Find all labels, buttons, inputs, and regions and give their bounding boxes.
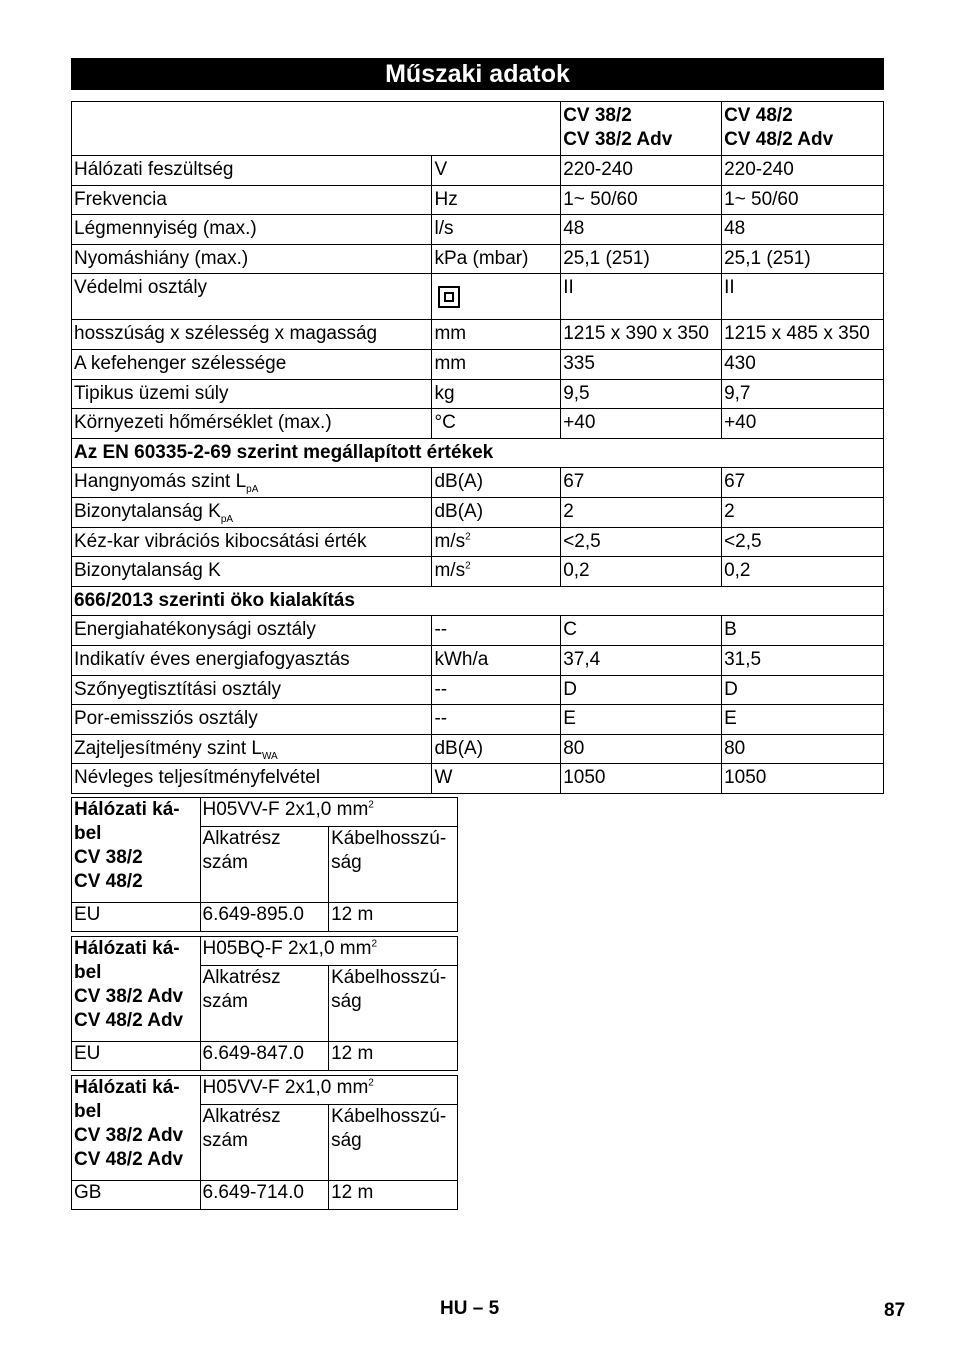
cell-text: mm (434, 323, 467, 345)
cell-text: CV 48/2 (724, 105, 793, 126)
row-label (72, 557, 432, 587)
cell-text: 80 (563, 737, 585, 759)
cell-text: ság (331, 1130, 362, 1151)
value-model1 (561, 320, 722, 350)
unit-cell (432, 497, 561, 527)
table-row (72, 320, 884, 350)
row-label (72, 645, 432, 675)
subscript: WA (261, 750, 278, 762)
cell-text: CV 48/2 Adv (74, 1149, 184, 1170)
unit-cell (432, 557, 561, 587)
value-model2 (722, 244, 884, 274)
value-model2 (722, 734, 884, 764)
value-model2 (722, 497, 884, 527)
cell-text: Indikatív éves energiafogyasztás (74, 648, 350, 670)
row-label (72, 468, 432, 498)
unit-cell (432, 244, 561, 274)
cell-text: +40 (563, 412, 596, 434)
row-label (72, 409, 432, 439)
table-row (72, 937, 458, 966)
cell-text: B (724, 619, 737, 641)
cell-text: V (434, 159, 448, 180)
unit-cell (432, 215, 561, 245)
cable-length (329, 1181, 458, 1210)
region (72, 1181, 201, 1210)
unit-cell (432, 185, 561, 215)
unit-cell (432, 705, 561, 735)
table-row (72, 497, 884, 527)
part-number-header (200, 966, 329, 1042)
cell-text: Energiahatékonysági osztály (74, 619, 316, 641)
table-row (72, 244, 884, 274)
cell-text: H05VV-F 2x1,0 mm (202, 799, 369, 820)
cable-label (72, 1076, 201, 1181)
cell-text: bel (74, 962, 102, 983)
cell-text: E (563, 708, 576, 730)
part-number (200, 1042, 329, 1071)
row-label (72, 156, 432, 186)
model1-header (561, 102, 722, 156)
cell-text: Bizonytalanság K (74, 560, 221, 582)
value-model1 (561, 215, 722, 245)
cell-text: CV 48/2 Adv (724, 129, 834, 150)
cell-text: CV 38/2 (74, 847, 143, 868)
cell-text: Hálózati feszültség (74, 159, 234, 180)
part-number (200, 1181, 329, 1210)
unit-cell (432, 734, 561, 764)
cell-text: 12 m (331, 1043, 374, 1064)
cell-text: Védelmi osztály (74, 277, 208, 299)
cell-text: CV 38/2 Adv (74, 986, 184, 1007)
value-model1 (561, 675, 722, 705)
cell-text: II (724, 277, 735, 299)
page-number: 87 (884, 1300, 906, 1321)
row-label (72, 734, 432, 764)
value-model2 (722, 156, 884, 186)
value-model1 (561, 274, 722, 320)
row-label (72, 185, 432, 215)
model-header-row (72, 102, 884, 156)
cell-text: CV 38/2 Adv (563, 129, 673, 150)
row-label (72, 379, 432, 409)
table-row (72, 675, 884, 705)
cell-text: Szőnyegtisztítási osztály (74, 678, 281, 700)
row-label (72, 675, 432, 705)
cell-text: 48 (724, 218, 746, 240)
cell-text: dB(A) (434, 500, 484, 522)
cell-text: 1050 (563, 767, 606, 789)
cable-length (329, 1042, 458, 1071)
region (72, 1042, 201, 1071)
table-row (72, 1042, 458, 1071)
row-label (72, 764, 432, 794)
cell-text: 25,1 (251) (724, 247, 811, 269)
cell-text: 0,2 (724, 560, 751, 582)
part-number-header (200, 827, 329, 903)
unit-cell (432, 468, 561, 498)
footer-section: HU – 5 (440, 1298, 500, 1319)
unit-cell (432, 764, 561, 794)
cell-text: 67 (563, 471, 585, 493)
cell-text: 12 m (331, 904, 374, 925)
cable-length (329, 903, 458, 932)
cell-text: -- (434, 678, 448, 700)
table-row (72, 185, 884, 215)
table-row (72, 616, 884, 646)
cell-text: kWh/a (434, 648, 489, 670)
cell-text: EU (74, 1043, 101, 1064)
unit-cell (432, 616, 561, 646)
cell-text: EU (74, 904, 101, 925)
superscript: 2 (465, 531, 471, 543)
cell-text: Légmennyiség (max.) (74, 218, 257, 240)
cell-text: 1~ 50/60 (724, 188, 799, 210)
section-row (72, 438, 884, 468)
cell-text: 37,4 (563, 648, 601, 670)
cable-type (200, 1076, 457, 1105)
cell-text: C (563, 619, 577, 641)
row-label (72, 705, 432, 735)
value-model2 (722, 764, 884, 794)
value-model2 (722, 409, 884, 439)
cell-text: CV 38/2 (563, 105, 632, 126)
cell-text: W (434, 767, 453, 789)
cell-text: kg (434, 382, 455, 404)
cell-text: Kábelhosszú- (331, 967, 447, 988)
value-model1 (561, 349, 722, 379)
table-row (72, 527, 884, 557)
cell-text: CV 38/2 Adv (74, 1125, 184, 1146)
cell-text: Hálózati ká- (74, 938, 180, 959)
subscript: pA (246, 484, 259, 496)
row-label (72, 215, 432, 245)
cell-text: Tipikus üzemi súly (74, 382, 229, 404)
section-heading (72, 438, 884, 468)
cell-text: 666/2013 szerinti öko kialakítás (74, 589, 355, 611)
spec-table (71, 101, 884, 794)
row-label (72, 349, 432, 379)
cell-text: 1050 (724, 767, 767, 789)
cell-text: Alkatrész (202, 967, 281, 988)
region (72, 903, 201, 932)
cell-text: 6.649-847.0 (202, 1043, 304, 1064)
value-model2 (722, 616, 884, 646)
cell-text: dB(A) (434, 737, 484, 759)
cable-table (71, 797, 458, 932)
value-model1 (561, 156, 722, 186)
cell-text: 220-240 (563, 159, 633, 180)
table-row (72, 215, 884, 245)
cable-length-header (329, 827, 458, 903)
value-model2 (722, 675, 884, 705)
cell-text: szám (202, 1130, 248, 1151)
cell-text: 12 m (331, 1182, 374, 1203)
value-model2 (722, 557, 884, 587)
superscript: 2 (465, 560, 471, 572)
cell-text: -- (434, 708, 448, 730)
unit-cell (432, 320, 561, 350)
value-model1 (561, 645, 722, 675)
value-model1 (561, 527, 722, 557)
cell-text: 67 (724, 471, 746, 493)
table-row (72, 798, 458, 827)
value-model1 (561, 468, 722, 498)
cell-text: 430 (724, 352, 756, 374)
cable-table (71, 936, 458, 1071)
cell-text: m/s (434, 560, 466, 582)
cell-text: Kábelhosszú- (331, 828, 447, 849)
cell-text: CV 48/2 Adv (74, 1010, 184, 1031)
cell-text: H05VV-F 2x1,0 mm (202, 1077, 369, 1098)
value-model1 (561, 616, 722, 646)
cell-text: hosszúság x szélesség x magasság (74, 323, 378, 345)
cell-text: bel (74, 1101, 102, 1122)
value-model2 (722, 349, 884, 379)
value-model1 (561, 409, 722, 439)
cell-text: Alkatrész (202, 1106, 281, 1127)
cell-text: 1~ 50/60 (563, 188, 638, 210)
cell-text: 80 (724, 737, 746, 759)
table-row (72, 705, 884, 735)
table-row (72, 349, 884, 379)
value-model1 (561, 705, 722, 735)
cell-text: Bizonytalanság K (74, 500, 221, 522)
subscript: pA (220, 513, 234, 525)
cell-text: +40 (724, 412, 757, 434)
table-row (72, 409, 884, 439)
value-model1 (561, 764, 722, 794)
cell-text: mm (434, 352, 467, 374)
unit-cell (432, 409, 561, 439)
cell-text: E (724, 708, 737, 730)
value-model2 (722, 527, 884, 557)
value-model1 (561, 244, 722, 274)
table-row (72, 734, 884, 764)
table-row (72, 156, 884, 186)
unit-cell (432, 156, 561, 186)
table-row (72, 645, 884, 675)
cell (72, 102, 561, 156)
table-row (72, 468, 884, 498)
value-model2 (722, 274, 884, 320)
cell-text: 9,7 (724, 382, 751, 404)
value-model2 (722, 215, 884, 245)
value-model2 (722, 379, 884, 409)
cell-text: Hálózati ká- (74, 799, 180, 820)
cell-text: <2,5 (563, 530, 601, 552)
cell-text: bel (74, 823, 102, 844)
value-model1 (561, 497, 722, 527)
cell-text: Alkatrész (202, 828, 281, 849)
table-row (72, 379, 884, 409)
row-label (72, 244, 432, 274)
cell-text: II (563, 277, 574, 299)
cell-text: 31,5 (724, 648, 762, 670)
superscript: 2 (368, 1077, 374, 1089)
cell-text: Hangnyomás szint L (74, 471, 247, 493)
value-model2 (722, 320, 884, 350)
cell-text: 1215 x 390 x 350 (563, 323, 709, 345)
cell-text: 220-240 (724, 159, 794, 180)
unit-cell (432, 527, 561, 557)
page-title: Műszaki adatok (71, 58, 884, 90)
unit-cell (432, 274, 561, 320)
model2-header (722, 102, 884, 156)
value-model1 (561, 185, 722, 215)
value-model2 (722, 705, 884, 735)
cell-text: <2,5 (724, 530, 762, 552)
section-row (72, 586, 884, 616)
cell-text: -- (434, 619, 448, 641)
unit-cell (432, 379, 561, 409)
section-heading (72, 586, 884, 616)
protection-class-ii-icon (438, 286, 460, 308)
cell-text: °C (434, 412, 456, 434)
cell-text: 9,5 (563, 382, 590, 404)
cable-label (72, 798, 201, 903)
value-model2 (722, 645, 884, 675)
superscript: 2 (368, 799, 374, 811)
cell-text: 6.649-895.0 (202, 904, 304, 925)
cell-text: ság (331, 991, 362, 1012)
cell-text: Környezeti hőmérséklet (max.) (74, 412, 332, 434)
part-number (200, 903, 329, 932)
cell-text: 6.649-714.0 (202, 1182, 304, 1203)
cell-text: 335 (563, 352, 595, 374)
unit-cell (432, 645, 561, 675)
cell-text: szám (202, 852, 248, 873)
row-label (72, 320, 432, 350)
row-label (72, 274, 432, 320)
value-model1 (561, 734, 722, 764)
cable-type (200, 937, 457, 966)
unit-cell (432, 349, 561, 379)
table-row (72, 274, 884, 320)
cell-text: Por-emissziós osztály (74, 708, 258, 730)
cell-text: Névleges teljesítményfelvétel (74, 767, 321, 789)
cell-text: dB(A) (434, 471, 484, 493)
cell-text: kPa (mbar) (434, 247, 529, 269)
cell-text: Nyomáshiány (max.) (74, 247, 249, 269)
table-row (72, 764, 884, 794)
row-label (72, 616, 432, 646)
cable-length-header (329, 966, 458, 1042)
cell-text: Az EN 60335-2-69 szerint megállapított értékek (74, 441, 494, 463)
cell-text: 48 (563, 218, 585, 240)
cell-text: A kefehenger szélessége (74, 352, 287, 374)
table-row (72, 1076, 458, 1105)
unit-cell (432, 675, 561, 705)
cable-length-header (329, 1105, 458, 1181)
part-number-header (200, 1105, 329, 1181)
table-row (72, 1181, 458, 1210)
cable-type (200, 798, 457, 827)
cell-text: H05BQ-F 2x1,0 mm (202, 938, 372, 959)
cell-text: D (563, 678, 577, 700)
cell-text: Kábelhosszú- (331, 1106, 447, 1127)
cell-text: Zajteljesítmény szint L (74, 737, 262, 759)
cell-text: 2 (563, 500, 574, 522)
value-model2 (722, 185, 884, 215)
cell-text: Hálózati ká- (74, 1077, 180, 1098)
value-model1 (561, 379, 722, 409)
row-label (72, 497, 432, 527)
cell-text: ság (331, 852, 362, 873)
cell-text: 2 (724, 500, 735, 522)
cell-text: Frekvencia (74, 188, 167, 210)
cell-text: Hz (434, 188, 458, 210)
cell-text: m/s (434, 530, 466, 552)
cell-text: 0,2 (563, 560, 590, 582)
table-row (72, 557, 884, 587)
cell-text: l/s (434, 218, 454, 240)
cell-text: 1215 x 485 x 350 (724, 323, 870, 345)
cell-text: Kéz-kar vibrációs kibocsátási érték (74, 530, 367, 552)
cell-text: GB (74, 1182, 102, 1203)
cell-text: D (724, 678, 738, 700)
cable-label (72, 937, 201, 1042)
cell-text: CV 48/2 (74, 871, 143, 892)
cell-text: 25,1 (251) (563, 247, 650, 269)
superscript: 2 (371, 938, 378, 950)
cable-table (71, 1075, 458, 1210)
value-model2 (722, 468, 884, 498)
table-row (72, 903, 458, 932)
cell-text: szám (202, 991, 248, 1012)
row-label (72, 527, 432, 557)
value-model1 (561, 557, 722, 587)
